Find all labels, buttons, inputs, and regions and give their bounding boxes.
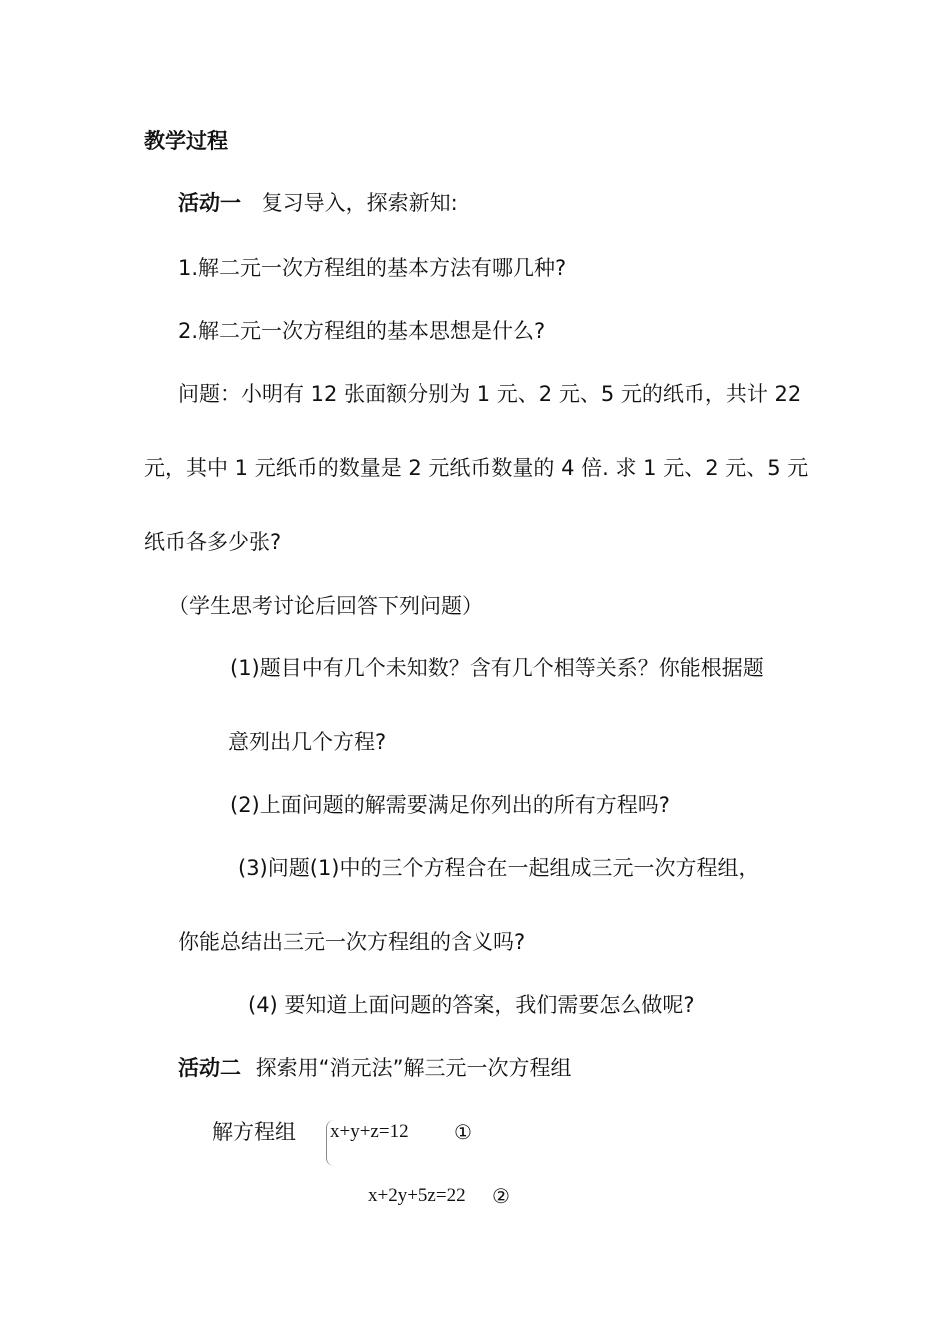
activity-two-label: 活动二: [178, 1056, 241, 1080]
system-label: 解方程组: [212, 1120, 296, 1144]
discussion-question-3-line-1: (3)问题(1)中的三个方程合在一起组成三元一次方程组，: [238, 856, 760, 880]
activity-two: [178, 1053, 571, 1083]
discussion-question-4: (4) 要知道上面问题的答案，我们需要怎么做呢?: [248, 993, 695, 1017]
discussion-question-2: (2)上面问题的解需要满足你列出的所有方程吗?: [230, 793, 670, 817]
review-question-2: 2.解二元一次方程组的基本思想是什么?: [178, 319, 546, 343]
problem-line-1: 问题：小明有 12 张面额分别为 1 元、2 元、5 元的纸币，共计 22: [178, 382, 802, 406]
discussion-question-3-line-2: 你能总结出三元一次方程组的含义吗?: [178, 930, 526, 954]
problem-line-2: 元，其中 1 元纸币的数量是 2 元纸币数量的 4 倍. 求 1 元、2 元、5 元: [144, 456, 809, 480]
discussion-intro: （学生思考讨论后回答下列问题）: [168, 594, 483, 618]
problem-line-3: 纸币各多少张?: [144, 530, 282, 554]
activity-one-title: 复习导入，探索新知:: [261, 191, 458, 215]
review-question-1: 1.解二元一次方程组的基本方法有哪几种?: [178, 256, 567, 280]
equation-2-marker: ②: [492, 1184, 510, 1208]
activity-one-label: 活动一: [178, 191, 241, 215]
discussion-question-1-line-2: 意列出几个方程?: [228, 730, 387, 754]
page-heading: 教学过程: [144, 129, 228, 153]
equation-1: x+y+z=12: [330, 1121, 409, 1142]
equation-2: x+2y+5z=22: [368, 1185, 466, 1206]
equation-1-marker: ①: [454, 1120, 472, 1144]
activity-two-title: 探索用“消元法”解三元一次方程组: [255, 1056, 572, 1080]
discussion-question-1-line-1: (1)题目中有几个未知数？含有几个相等关系？你能根据题: [230, 656, 764, 680]
activity-one: [178, 188, 458, 218]
